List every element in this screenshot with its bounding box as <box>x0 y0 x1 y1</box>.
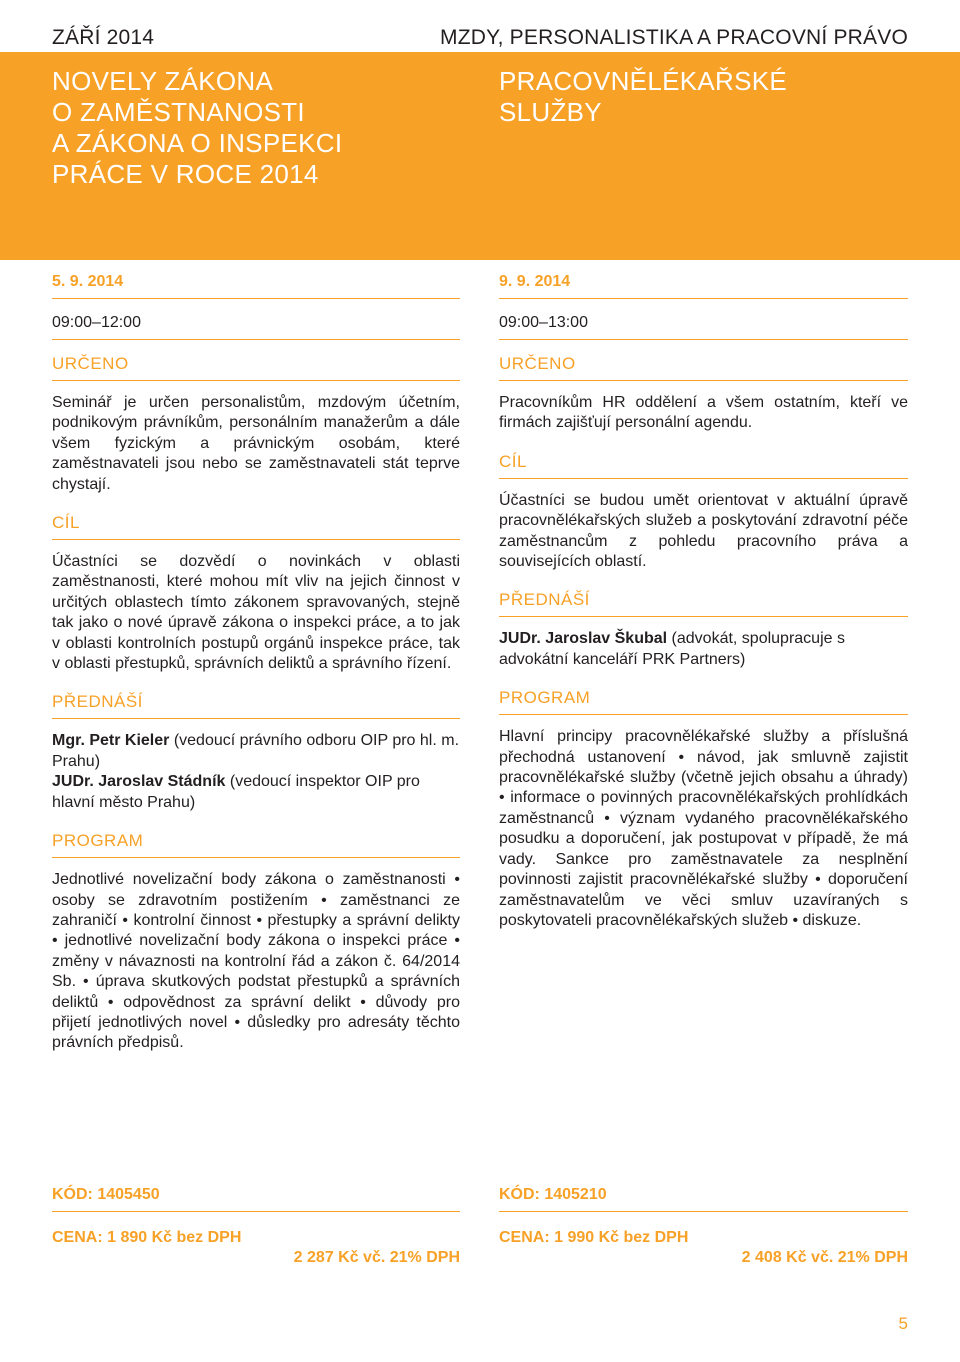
urceno-text: Pracovníkům HR oddělení a všem ostatním, kteří ve firmách zajišťují personální agendu. <box>499 394 908 432</box>
section-heading-program: PROGRAM <box>499 688 908 715</box>
lecturer-name: JUDr. Jaroslav Škubal <box>499 630 668 648</box>
course-title-line: O ZAMĚSTNANOSTI <box>52 97 305 127</box>
lecturer-name: JUDr. Jaroslav Stádník <box>52 773 226 791</box>
lecturer-item <box>499 629 908 670</box>
lecturer-note: (advokát, spolupracuje s advokátní kanceláří PRK Partners) <box>499 630 845 668</box>
cil-text: Účastníci se budou umět orientovat v aktuální úpravě pracovnělékařských služeb a poskytování zdravotní péče zaměstnancům z pohledu pracovního práva a souvisejících oblastí. <box>499 491 908 571</box>
price-without-vat: CENA: 1 890 Kč bez DPH <box>52 1229 242 1246</box>
price-block-left <box>52 1185 460 1268</box>
lecturer-list <box>52 731 460 813</box>
course-title-line: A ZÁKONA O INSPEKCI <box>52 128 343 158</box>
section-heading-cil: CÍL <box>52 513 460 540</box>
lecturer-item <box>52 772 460 813</box>
section-category: MZDY, PERSONALISTIKA A PRACOVNÍ PRÁVO <box>440 26 908 49</box>
lecturer-item <box>52 731 460 772</box>
section-heading-prednasi: PŘEDNÁŠÍ <box>499 590 908 617</box>
lecturer-note: (vedoucí inspektor OIP pro hlavní město Prahu) <box>52 773 420 811</box>
page-header <box>0 0 960 52</box>
page-number: 5 <box>898 1314 908 1333</box>
section-heading-cil: CÍL <box>499 452 908 479</box>
section-heading-prednasi: PŘEDNÁŠÍ <box>52 692 460 719</box>
course-column-left <box>52 272 460 1072</box>
price-without-vat: CENA: 1 990 Kč bez DPH <box>499 1229 689 1246</box>
price-block-right <box>499 1185 908 1268</box>
program-text: Hlavní principy pracovnělékařské služby a příslušná přechodná ustanovení • návod, jak smluvně zajistit pracovnělékařské služby (včetně jejich obsahu a úhrady) • informace o povinných pracovnělékařských prohlídkách zaměstnanců • význam vydaného pracovnělékařského posudku a doporučení, jak postupovat v případě, že má vady. Sankce pro zaměstnavatele za nesplnění povinnosti zajistit pracovnělékařské služby • doporučení zaměstnavatelům ve věci smluv uzavíraných s poskytovateli pracovnělékařských služeb • diskuze. <box>499 728 908 929</box>
course-code: KÓD: 1405450 <box>52 1185 460 1212</box>
lecturer-list <box>499 629 908 670</box>
section-heading-urceno: URČENO <box>499 354 908 381</box>
course-title-line: NOVELY ZÁKONA <box>52 66 274 96</box>
course-date: 5. 9. 2014 <box>52 272 460 299</box>
course-time: 09:00–13:00 <box>499 313 908 340</box>
course-title-right <box>499 66 787 128</box>
section-heading-program: PROGRAM <box>52 831 460 858</box>
course-column-right <box>499 272 908 949</box>
course-title-line: SLUŽBY <box>499 97 602 127</box>
course-title-line: PRACOVNĚLÉKAŘSKÉ <box>499 66 788 96</box>
course-code: KÓD: 1405210 <box>499 1185 908 1212</box>
course-time: 09:00–12:00 <box>52 313 460 340</box>
course-title-left <box>52 66 342 190</box>
price-with-vat: 2 408 Kč vč. 21% DPH <box>741 1249 908 1266</box>
program-text: Jednotlivé novelizační body zákona o zaměstnanosti • osoby se zdravotním postižením • zaměstnanci ze zahraničí • kontrolní činnost • přestupky a správní delikty • jednotlivé novelizační body zákona o inspekci práce • změny v návaznosti na kontrolní řád a zákon č. 64/2014 Sb. • úprava skutkových podstat přestupků a správních deliktů • odpovědnost za správní delikt • důvody pro přijetí jednotlivých novel • důsledky pro adresáty těchto právních předpisů. <box>52 871 460 1052</box>
urceno-text: Seminář je určen personalistům, mzdovým účetním, podnikovým právníkům, personálním manažerům a dále všem fyzickým a právnickým osobám, které zaměstnavateli jsou nebo se zaměstnavateli stát teprve chystají. <box>52 394 460 493</box>
section-heading-urceno: URČENO <box>52 354 460 381</box>
lecturer-name: Mgr. Petr Kieler <box>52 732 170 750</box>
lecturer-note: (vedoucí právního odboru OIP pro hl. m. Prahu) <box>52 732 460 770</box>
course-date: 9. 9. 2014 <box>499 272 908 299</box>
course-title-line: PRÁCE V ROCE 2014 <box>52 159 319 189</box>
price-with-vat: 2 287 Kč vč. 21% DPH <box>293 1249 460 1266</box>
issue-month: ZÁŘÍ 2014 <box>52 26 155 49</box>
cil-text: Účastníci se dozvědí o novinkách v oblasti zaměstnanosti, které mohou mít vliv na jejich činnost v určitých oblastech tímto zákonem spravovaných, stejně tak jako o nové úpravě zákona o inspekci práce, a to jak v oblasti kontrolních postupů orgánů inspekce práce, tak v oblasti přestupků, správních deliktů a správního řízení. <box>52 553 460 673</box>
